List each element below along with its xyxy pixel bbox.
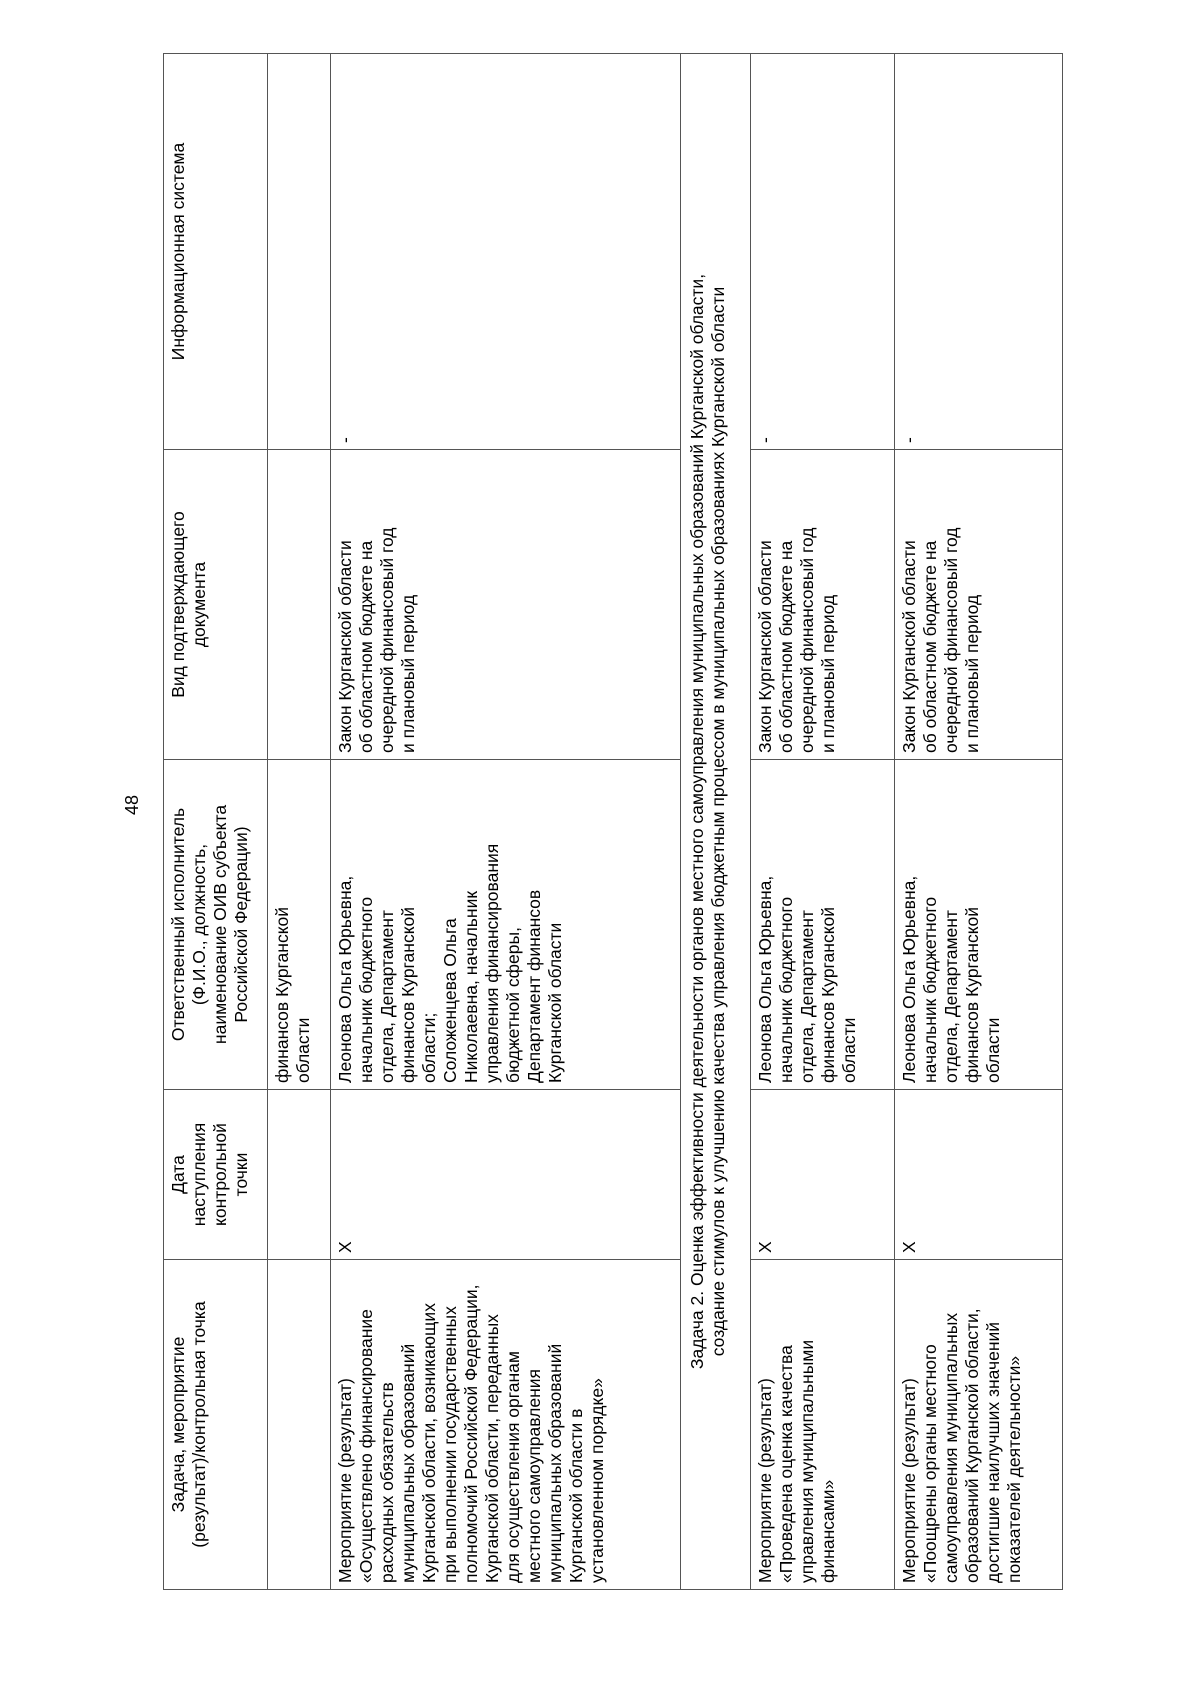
cell-responsible: Леонова Ольга Юрьевна, начальник бюджетного отдела, Департамент финансов Курганской области	[894, 760, 1062, 1090]
task-2-title: Задача 2. Оценка эффективности деятельности органов местного самоуправления муниципальных образований Курганской области, создание стимулов к улучшению качества управления бюджетным процессом в муниципальных образованиях Курганской области	[681, 54, 751, 1590]
cell-date: X	[750, 1090, 894, 1260]
header-date: Дата наступления контрольной точки	[164, 1090, 268, 1260]
page-number: 48	[122, 794, 142, 816]
cell-responsible: Леонова Ольга Юрьевна, начальник бюджетного отдела, Департамент финансов Курганской области; Соложенцева Ольга Николаевна, начальник управления финансирования бюджетной сферы, Департамент финансов Курганской области	[331, 760, 681, 1090]
header-responsible: Ответственный исполнитель (Ф.И.О., должность, наименование ОИВ субъекта Российской Федерации)	[164, 760, 268, 1090]
cell-document: Закон Курганской области об областном бюджете на очередной финансовый год и плановый период	[894, 450, 1062, 760]
table-row	[894, 54, 1062, 1590]
control-points-table	[163, 53, 1063, 1590]
cell-responsible: Леонова Ольга Юрьевна, начальник бюджетного отдела, Департамент финансов Курганской области	[750, 760, 894, 1090]
cell-date: X	[331, 1090, 681, 1260]
cell-date: X	[894, 1090, 1062, 1260]
cell-document: Закон Курганской области об областном бюджете на очередной финансовый год и плановый период	[331, 450, 681, 760]
cell-task	[268, 1260, 331, 1590]
cell-responsible: финансов Курганской области	[268, 760, 331, 1090]
cell-task: Мероприятие (результат) «Поощрены органы местного самоуправления муниципальных образований Курганской области, достигшие наилучших значений показателей деятельности»	[894, 1260, 1062, 1590]
cell-system: -	[750, 54, 894, 450]
table-row	[268, 54, 331, 1590]
cell-date	[268, 1090, 331, 1260]
cell-document	[268, 450, 331, 760]
cell-document: Закон Курганской области об областном бюджете на очередной финансовый год и плановый период	[750, 450, 894, 760]
table-row	[331, 54, 681, 1590]
header-task: Задача, мероприятие (результат)/контрольная точка	[164, 1260, 268, 1590]
table-row	[750, 54, 894, 1590]
rotated-table-frame	[163, 54, 1063, 1590]
header-system: Информационная система	[164, 54, 268, 450]
cell-system	[268, 54, 331, 450]
rotated-table-container	[163, 54, 1063, 1590]
task-2-row	[681, 54, 751, 1590]
table-header-row	[164, 54, 268, 1590]
cell-system: -	[331, 54, 681, 450]
header-document: Вид подтверждающего документа	[164, 450, 268, 760]
cell-task: Мероприятие (результат) «Проведена оценка качества управления муниципальными финансами»	[750, 1260, 894, 1590]
cell-system: -	[894, 54, 1062, 450]
cell-task: Мероприятие (результат) «Осуществлено финансирование расходных обязательств муниципальных образований Курганской области, возникающих при выполнении государственных полномочий Российской Федерации, Курганской области, переданных для осуществления органам местного самоуправления муниципальных образований Курганской области в установленном порядке»	[331, 1260, 681, 1590]
